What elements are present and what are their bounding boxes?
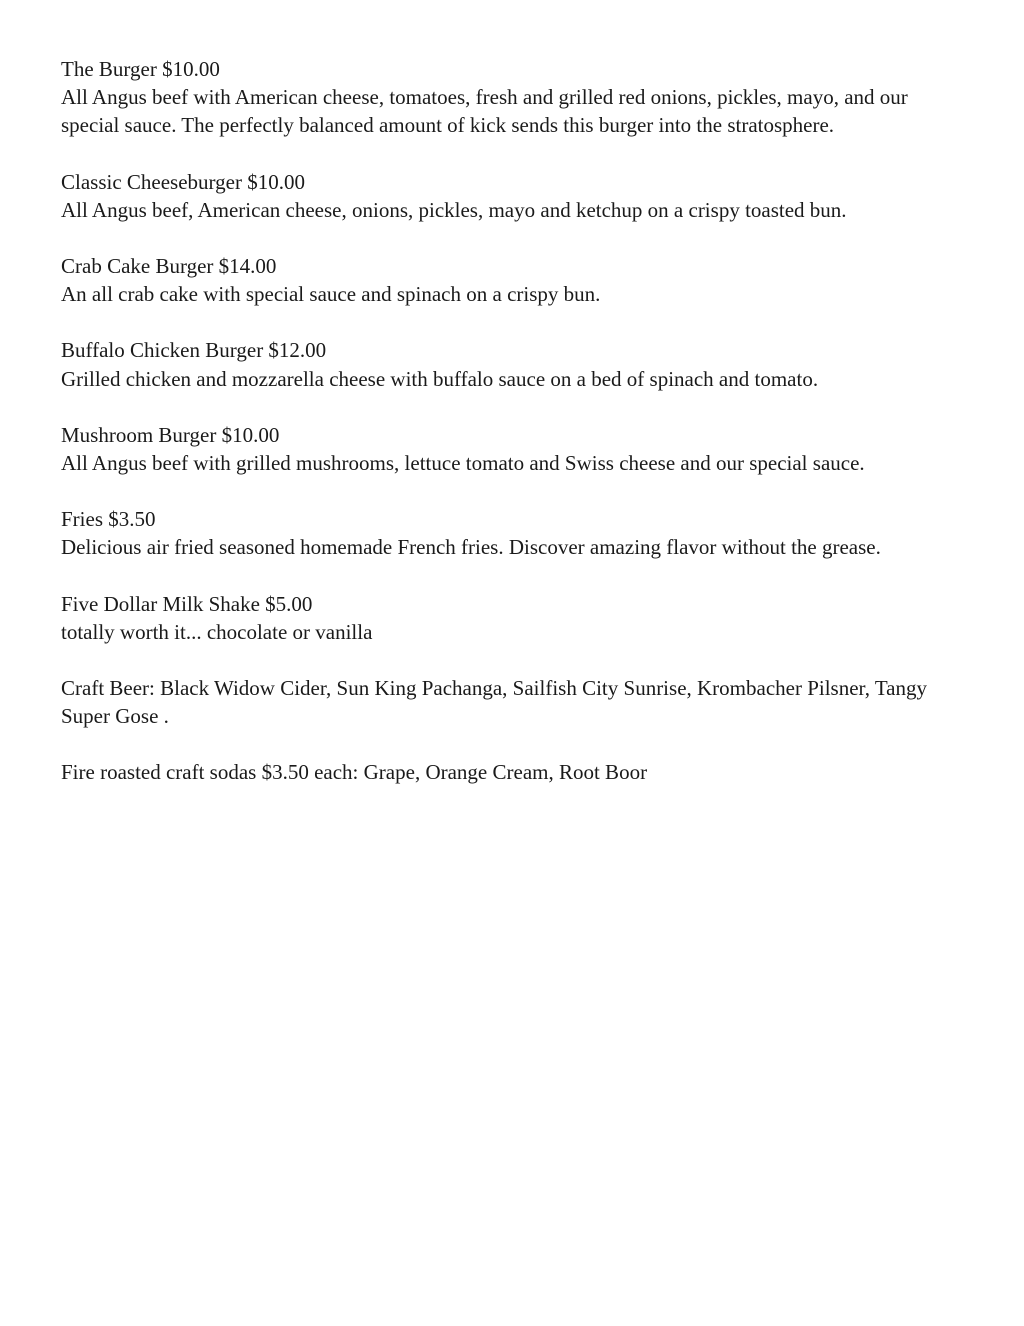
menu-item-description: An all crab cake with special sauce and spinach on a crispy bun. [61, 282, 601, 307]
menu-item-title: The Burger $10.00 [61, 57, 220, 81]
menu-item-title: Classic Cheeseburger $10.00 [61, 169, 305, 194]
menu-item-description: All Angus beef with grilled mushrooms, lettuce tomato and Swiss cheese and our special sauce. [61, 451, 865, 476]
craft-sodas-list: Fire roasted craft sodas $3.50 each: Grape, Orange Cream, Root Boor [61, 760, 648, 785]
menu-item-crab-cake-burger [61, 252, 971, 308]
menu-item-description: All Angus beef, American cheese, onions, pickles, mayo and ketchup on a crispy toasted bun. [61, 197, 847, 222]
menu-item-description: Grilled chicken and mozzarella cheese with buffalo sauce on a bed of spinach and tomato. [61, 366, 819, 391]
menu-item-title: Crab Cake Burger $14.00 [61, 254, 277, 279]
craft-beer-list: Craft Beer: Black Widow Cider, Sun King Pachanga, Sailfish City Sunrise, Krombacher Pilsner, Tangy Super Gose . [61, 676, 928, 729]
menu-item-milk-shake [61, 590, 971, 646]
menu-item-the-burger [61, 55, 971, 140]
craft-sodas-section [61, 758, 971, 786]
menu-item-title: Mushroom Burger $10.00 [61, 422, 280, 447]
menu-item-description: totally worth it... chocolate or vanilla [61, 619, 373, 644]
menu-item-fries [61, 505, 971, 561]
craft-beer-section [61, 674, 971, 730]
menu-item-buffalo-chicken-burger [61, 336, 971, 392]
menu-item-description: Delicious air fried seasoned homemade French fries. Discover amazing flavor without the grease. [61, 535, 881, 560]
menu-item-description: All Angus beef with American cheese, tomatoes, fresh and grilled red onions, pickles, mayo, and our special sauce. The perfectly balanced amount of kick sends this burger into the stratosphere. [61, 85, 908, 138]
menu-item-title: Five Dollar Milk Shake $5.00 [61, 591, 313, 616]
menu-item-mushroom-burger [61, 421, 971, 477]
menu-item-classic-cheeseburger [61, 168, 971, 224]
menu-item-title: Buffalo Chicken Burger $12.00 [61, 338, 327, 363]
menu-item-title: Fries $3.50 [61, 507, 156, 532]
menu-page [61, 55, 971, 815]
